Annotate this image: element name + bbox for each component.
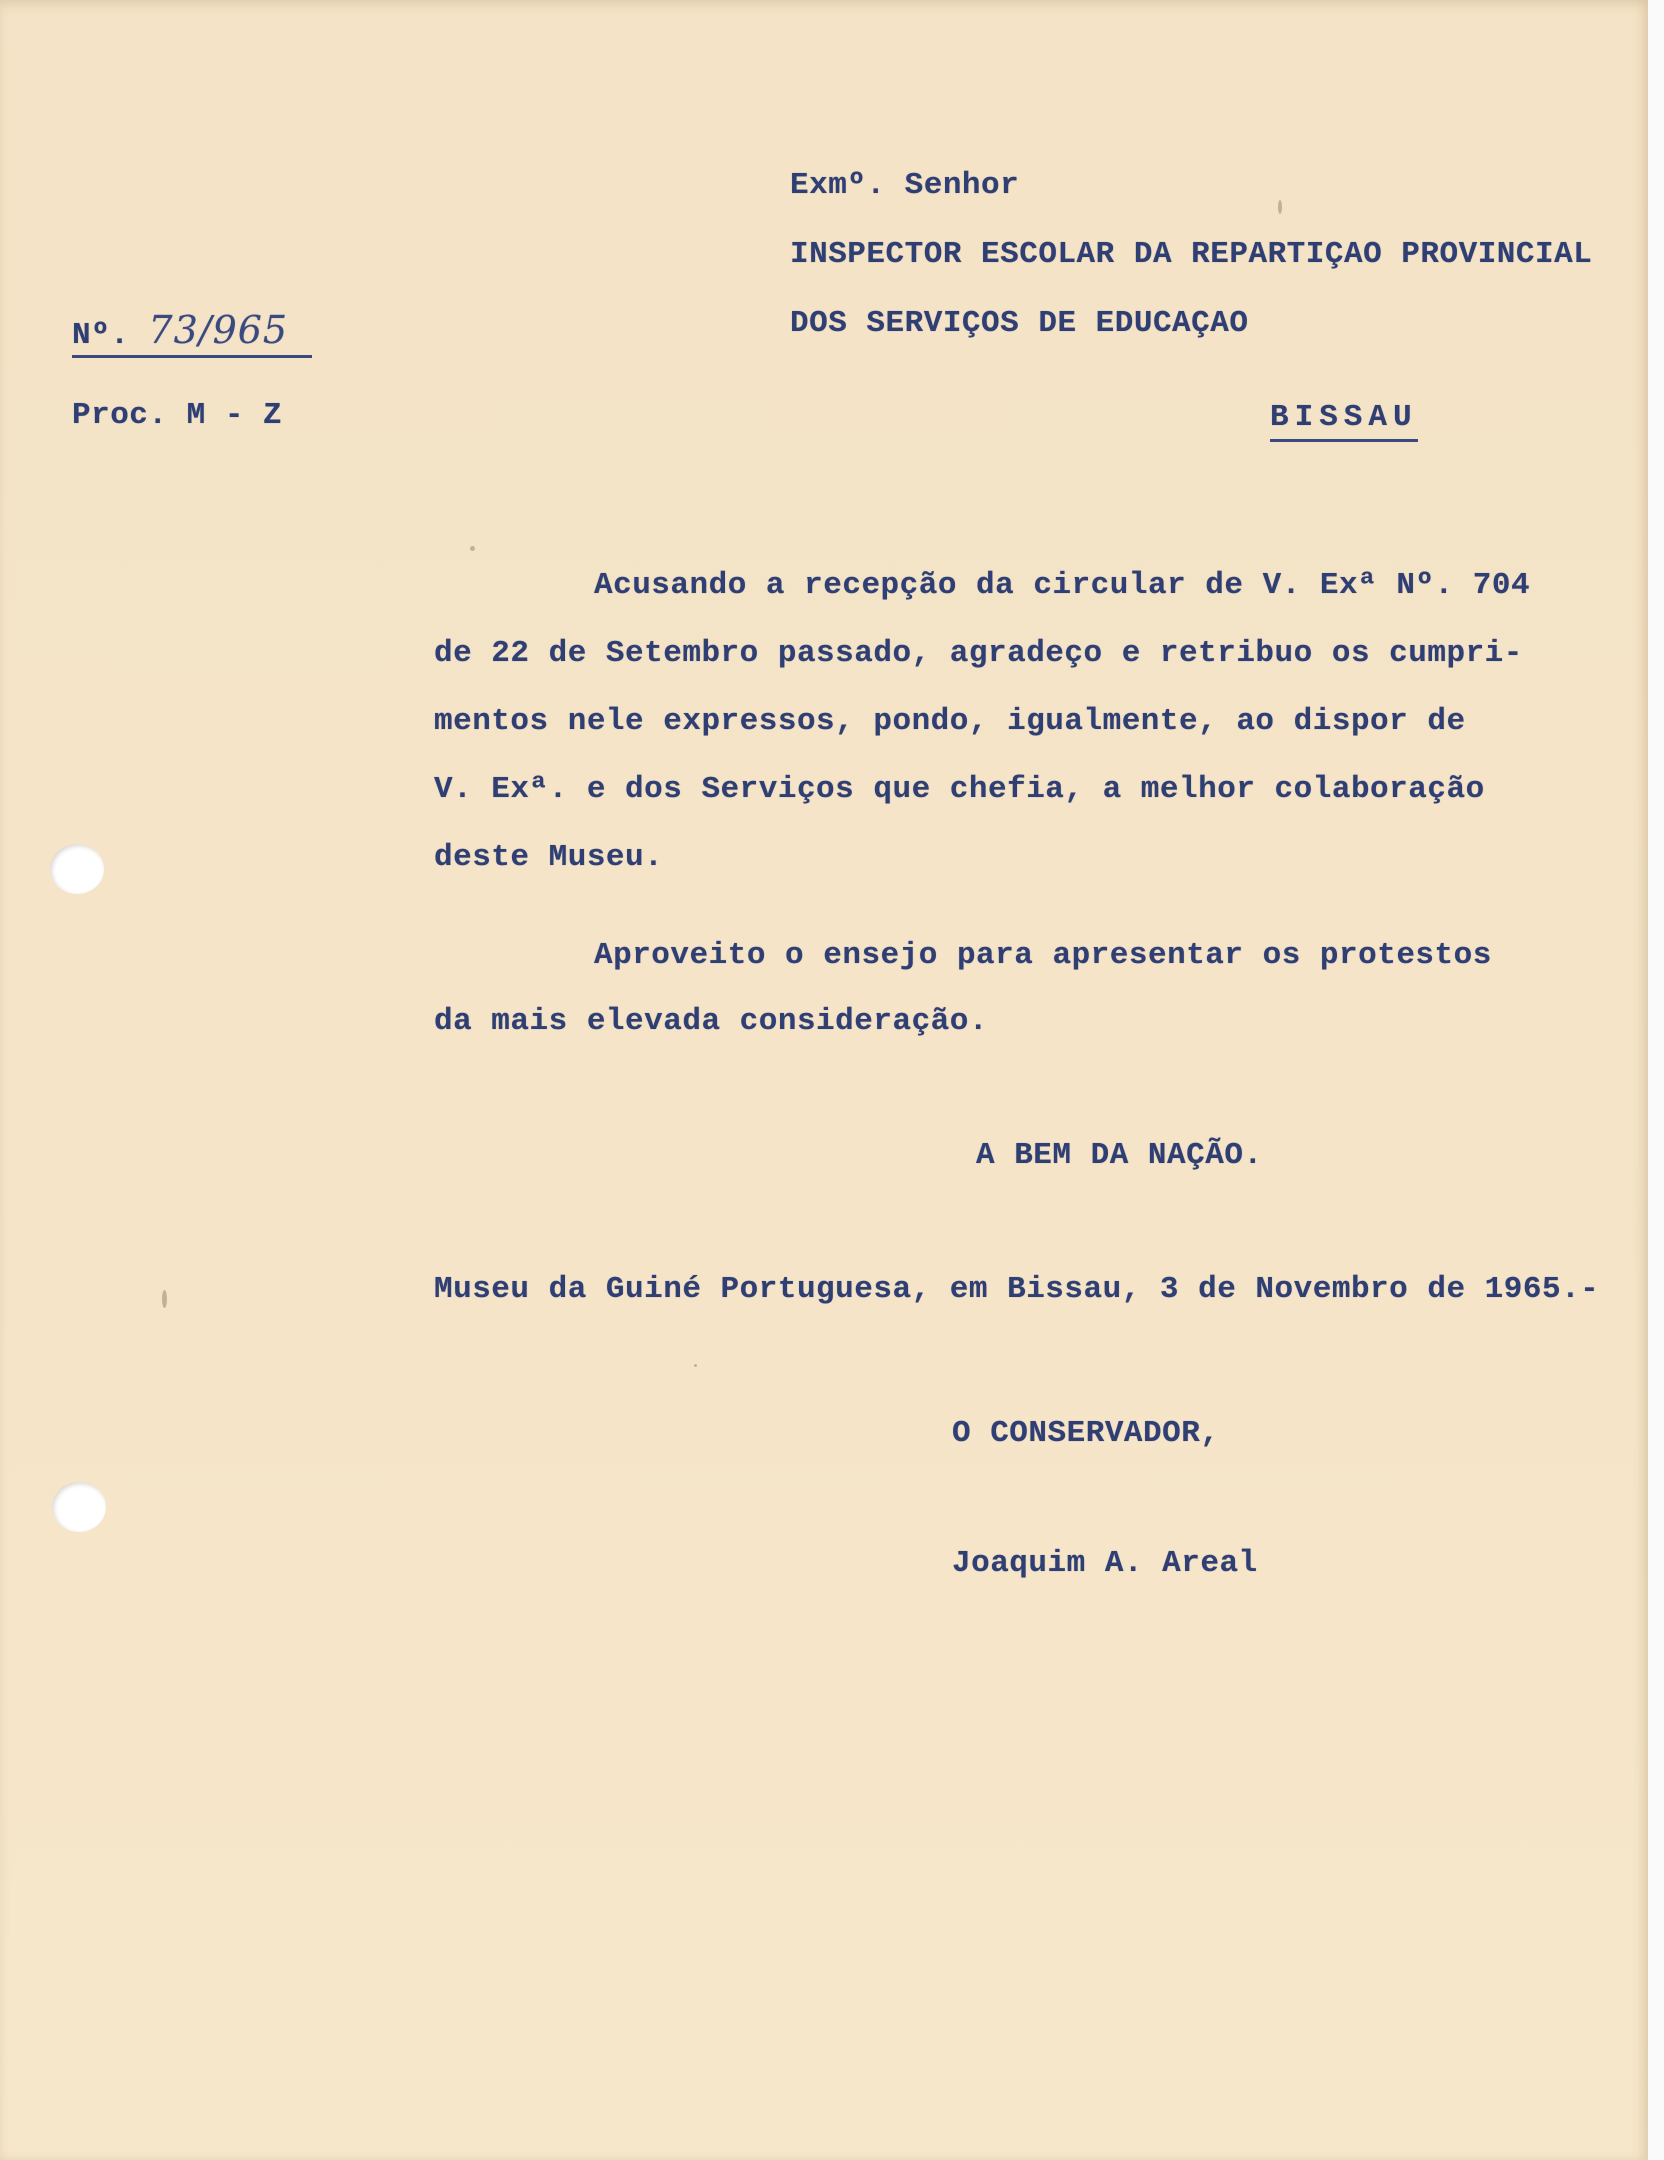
addressee-line-2: DOS SERVIÇOS DE EDUCAÇAO bbox=[790, 306, 1249, 341]
signer-name: Joaquim A. Areal bbox=[952, 1546, 1258, 1581]
addressee-line-1: INSPECTOR ESCOLAR DA REPARTIÇAO PROVINCIAL bbox=[790, 237, 1593, 272]
closing-phrase: A BEM DA NAÇÃO. bbox=[976, 1138, 1263, 1173]
punch-hole-top bbox=[50, 844, 104, 894]
body-line: mentos nele expressos, pondo, igualmente, ao dispor de bbox=[434, 704, 1466, 739]
body-line: de 22 de Setembro passado, agradeço e retribuo os cumpri- bbox=[434, 636, 1523, 671]
body-line: Acusando a recepção da circular de V. Exª Nº. 704 bbox=[594, 568, 1531, 603]
process-code: Proc. M - Z bbox=[72, 398, 283, 433]
reference-handwritten-number: 73/965 bbox=[148, 308, 289, 352]
paper-speck bbox=[470, 546, 475, 551]
paper-speck bbox=[694, 1364, 697, 1367]
reference-prefix: Nº. bbox=[72, 318, 130, 353]
scan-margin bbox=[1648, 0, 1664, 2160]
body-line: Aproveito o ensejo para apresentar os protestos bbox=[594, 938, 1492, 973]
body-line: da mais elevada consideração. bbox=[434, 1004, 988, 1039]
punch-hole-bottom bbox=[52, 1482, 106, 1532]
body-line: V. Exª. e dos Serviços que chefia, a melhor colaboração bbox=[434, 772, 1485, 807]
reference-number bbox=[72, 308, 312, 358]
addressee-salutation: Exmº. Senhor bbox=[790, 168, 1020, 203]
addressee-city: BISSAU bbox=[1270, 400, 1418, 442]
signature-title: O CONSERVADOR, bbox=[952, 1416, 1220, 1451]
body-line: deste Museu. bbox=[434, 840, 664, 875]
paper-speck bbox=[162, 1290, 167, 1308]
place-and-date: Museu da Guiné Portuguesa, em Bissau, 3 de Novembro de 1965.- bbox=[434, 1272, 1600, 1307]
paper-speck bbox=[1278, 200, 1282, 214]
